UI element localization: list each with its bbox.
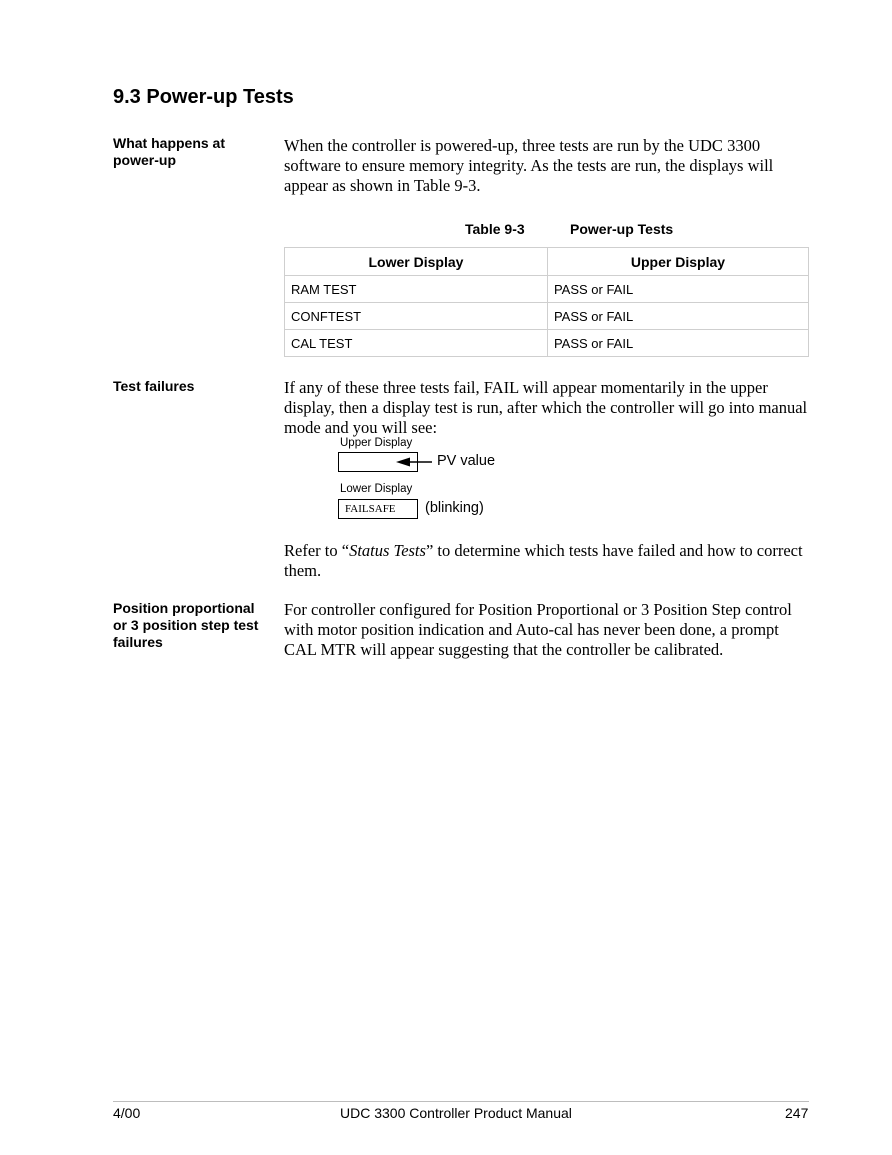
table-cell: CONFTEST — [285, 303, 548, 330]
refer-suffix: ” to determine which tests have failed and how to correct them. — [284, 541, 803, 580]
table-cell: PASS or FAIL — [547, 303, 808, 330]
table-title: Power-up Tests — [570, 221, 674, 237]
lower-display-label: Lower Display — [340, 483, 413, 495]
table-row — [285, 276, 809, 303]
footer-page-number: 247 — [785, 1105, 809, 1121]
table-cell: PASS or FAIL — [547, 330, 808, 357]
header-upper-display: Upper Display — [547, 248, 808, 276]
footer-date: 4/00 — [113, 1105, 141, 1121]
position-failures-paragraph: For controller configured for Position Proportional or 3 Position Step control with motor position indication and Auto-cal has never been done, a prompt CAL MTR will appear suggesting that the controller be calibrated. — [284, 600, 792, 659]
table-row — [285, 330, 809, 357]
side-label-test-failures: Test failures — [113, 378, 195, 394]
pv-value-label: PV value — [437, 453, 496, 469]
table-cell: PASS or FAIL — [547, 276, 808, 303]
lower-display-box — [338, 499, 418, 519]
failsafe-text: FAILSAFE — [345, 503, 396, 515]
status-tests-reference: Status Tests — [349, 541, 426, 560]
footer-rule — [113, 1101, 809, 1102]
side-label-position-failures: Position proportional or 3 position step test failures — [113, 600, 259, 650]
table-cell: CAL TEST — [285, 330, 548, 357]
blinking-label: (blinking) — [425, 500, 484, 516]
power-up-paragraph: When the controller is powered-up, three tests are run by the UDC 3300 software to ensure memory integrity. As the tests are run, the displays will appear as shown in Table 9-3. — [284, 136, 774, 195]
test-failures-paragraph: If any of these three tests fail, FAIL will appear momentarily in the upper display, then a display test is run, after which the controller will go into manual mode and you will see: — [284, 378, 808, 437]
pv-arrow-icon — [392, 455, 434, 469]
header-lower-display: Lower Display — [285, 248, 548, 276]
refer-prefix: Refer to “ — [284, 541, 350, 560]
table-header-row — [285, 248, 809, 276]
section-title: 9.3 Power-up Tests — [113, 86, 294, 108]
table-number: Table 9-3 — [465, 221, 525, 237]
table-cell: RAM TEST — [285, 276, 548, 303]
power-up-tests-table — [284, 247, 809, 357]
upper-display-label: Upper Display — [340, 437, 413, 449]
footer-title: UDC 3300 Controller Product Manual — [340, 1105, 572, 1121]
refer-paragraph — [284, 541, 814, 581]
side-label-power-up: What happens at power-up — [113, 135, 226, 168]
table-row — [285, 303, 809, 330]
